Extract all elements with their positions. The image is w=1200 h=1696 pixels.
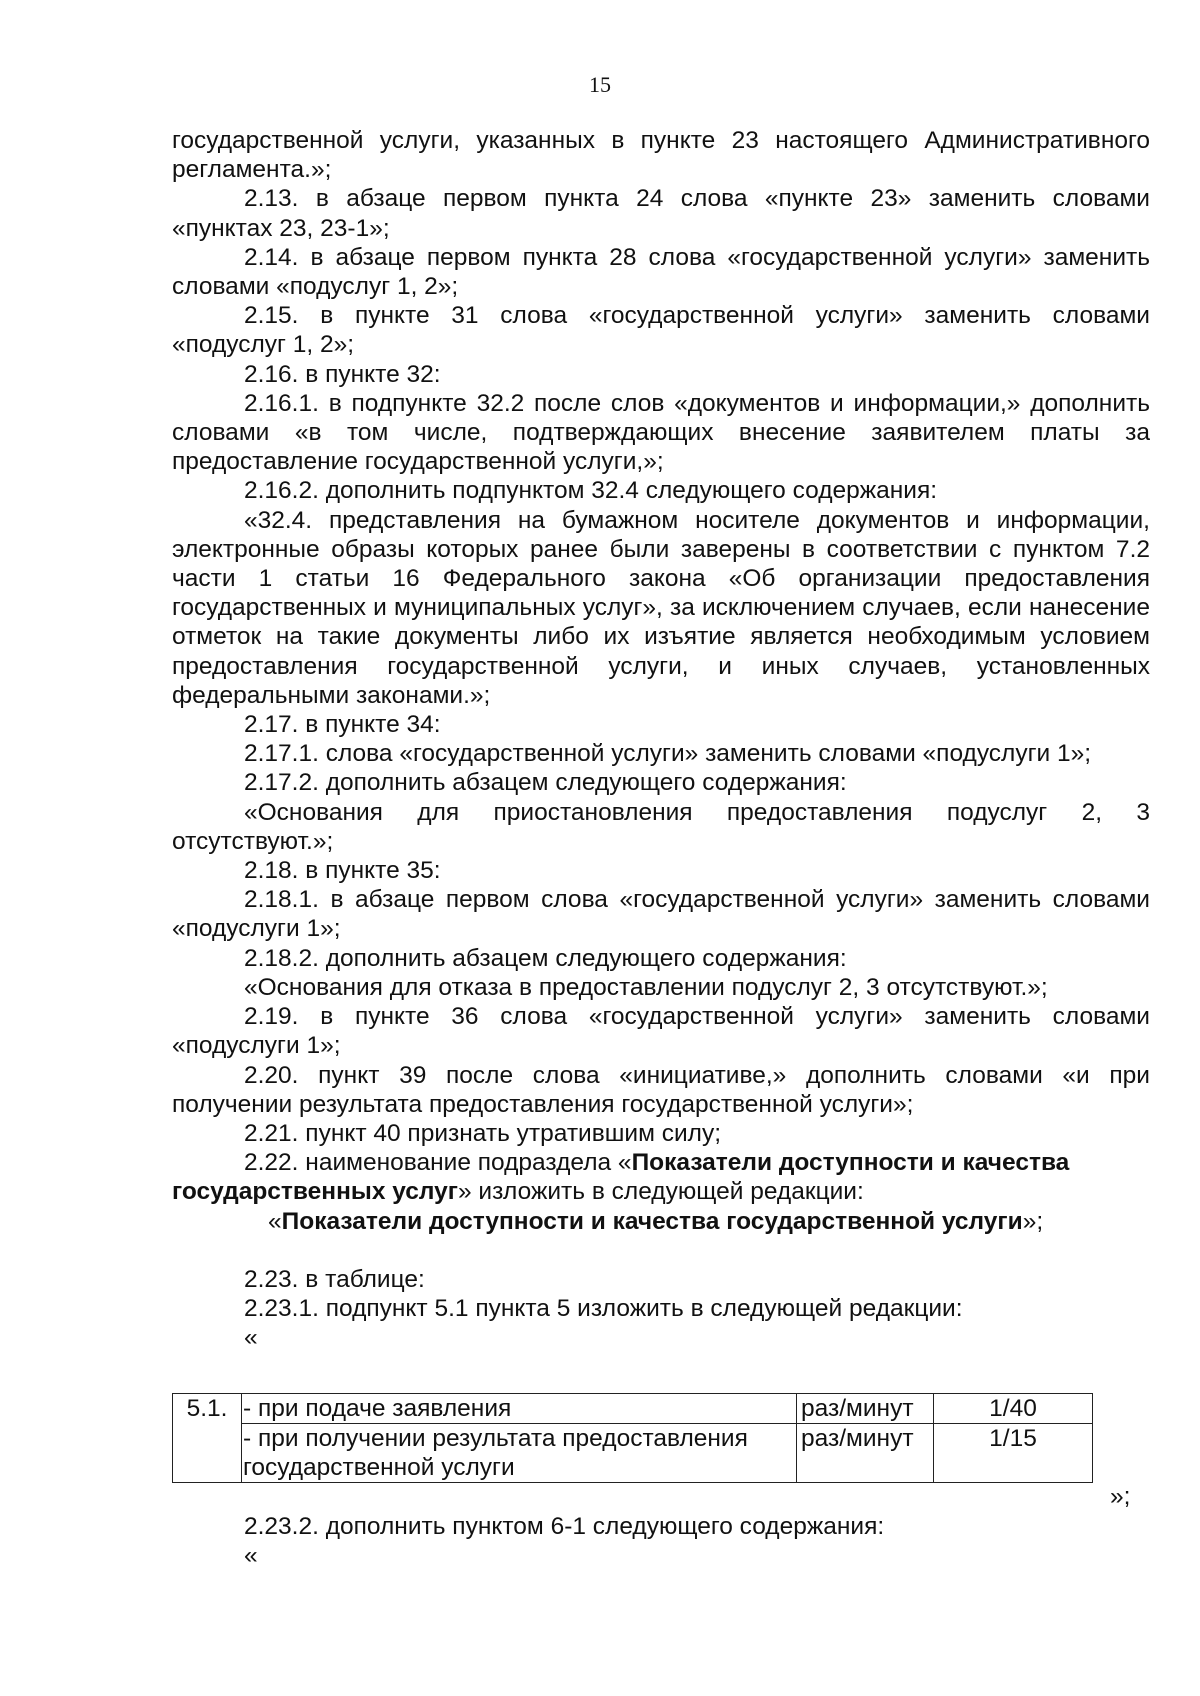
paragraph: 2.13. в абзаце первом пункта 24 слова «пункте 23» заменить словами «пунктах 23, 23-1»; [172,185,1150,242]
paragraph: 2.19. в пункте 36 слова «государственной услуги» заменить словами «подуслуги 1»; [172,1003,1150,1060]
document-body [172,126,1150,1352]
paragraph: 2.14. в абзаце первом пункта 28 слова «государственной услуги» заменить словами «подуслуг 1, 2»; [172,243,1150,301]
document-tail [172,1512,1150,1570]
paragraph: 2.15. в пункте 31 слова «государственной услуги» заменить словами «подуслуг 1, 2»; [172,302,1150,359]
table-row [173,1394,1093,1424]
paragraph: 2.18.2. дополнить абзацем следующего содержания: [244,944,847,972]
paragraph: «32.4. представления на бумажном носителе документов и информации, электронные образы которых ранее были заверены в соответствии с пунктом 7.2 части 1 статьи 16 Федерального закона «Об организации предоставления государственных и муниципальных услуг», за исключением случаев, если нанесение отметок на такие документы либо их изъятие является необходимым условием предоставления государственной услуги, и иных случаев, установленных федеральными законами.»; [172,506,1150,709]
description-cell: - при получении результата предоставления государственной услуги [242,1424,797,1483]
bold-title: Показатели доступности и качества государственной услуги [281,1207,1023,1235]
opening-quote: « [244,1324,258,1352]
new-subsection-title [172,1207,1150,1236]
bold-title: Показатели доступности и качества государственных услуг [172,1149,1070,1206]
subsection-rename-paragraph [172,1148,1150,1206]
paragraph: «Основания для приостановления предоставления подуслуг 2, 3 отсутствуют.»; [172,798,1150,855]
unit-cell: раз/минут [797,1424,934,1483]
table-row [173,1424,1093,1483]
value-cell: 1/15 [934,1424,1093,1483]
unit-cell: раз/минут [797,1394,934,1424]
paragraph: 2.17.2. дополнить абзацем следующего содержания: [244,769,847,797]
paragraph: «Основания для отказа в предоставлении подуслуг 2, 3 отсутствуют.»; [244,973,1048,1001]
paragraph: 2.20. пункт 39 после слова «инициативе,» дополнить словами «и при получении результата предоставления государственной услуги»; [172,1061,1150,1118]
paragraph: 2.17.1. слова «государственной услуги» заменить словами «подуслуги 1»; [244,740,1092,768]
paragraph: 2.16.2. дополнить подпунктом 32.4 следующего содержания: [244,477,938,505]
paragraph: 2.17. в пункте 34: [244,711,441,739]
blank-line [172,1236,1150,1265]
page-number: 15 [589,72,611,97]
paragraph: 2.16. в пункте 32: [244,360,441,388]
value-cell: 1/40 [934,1394,1093,1424]
text-fragment: »; [1022,1207,1044,1235]
opening-quote: « [244,1542,258,1570]
paragraph: государственной услуги, указанных в пункте 23 настоящего Административного регламента.»; [172,127,1150,184]
paragraph: 2.23.2. дополнить пунктом 6-1 следующего содержания: [244,1513,885,1540]
paragraph: 2.16.1. в подпункте 32.2 после слов «документов и информации,» дополнить словами «в том числе, подтверждающих внесение заявителем платы за предоставление государственной услуги,»; [172,389,1150,476]
paragraph: 2.18. в пункте 35: [244,857,441,885]
paragraph: 2.21. пункт 40 признать утратившим силу; [244,1119,722,1147]
text-fragment: 2.22. наименование подраздела « [244,1149,632,1177]
indicator-table [172,1393,1093,1483]
paragraph: 2.23. в таблице: [244,1265,425,1293]
item-number-cell: 5.1. [173,1394,242,1483]
text-fragment: » изложить в следующей редакции: [457,1178,864,1206]
paragraph: 2.18.1. в абзаце первом слова «государственной услуги» заменить словами «подуслуги 1»; [172,886,1150,943]
text-fragment: « [268,1207,282,1235]
paragraph: 2.23.1. подпункт 5.1 пункта 5 изложить в следующей редакции: [244,1294,963,1322]
description-cell: - при подаче заявления [242,1394,797,1424]
closing-quote: »; [1110,1483,1131,1510]
